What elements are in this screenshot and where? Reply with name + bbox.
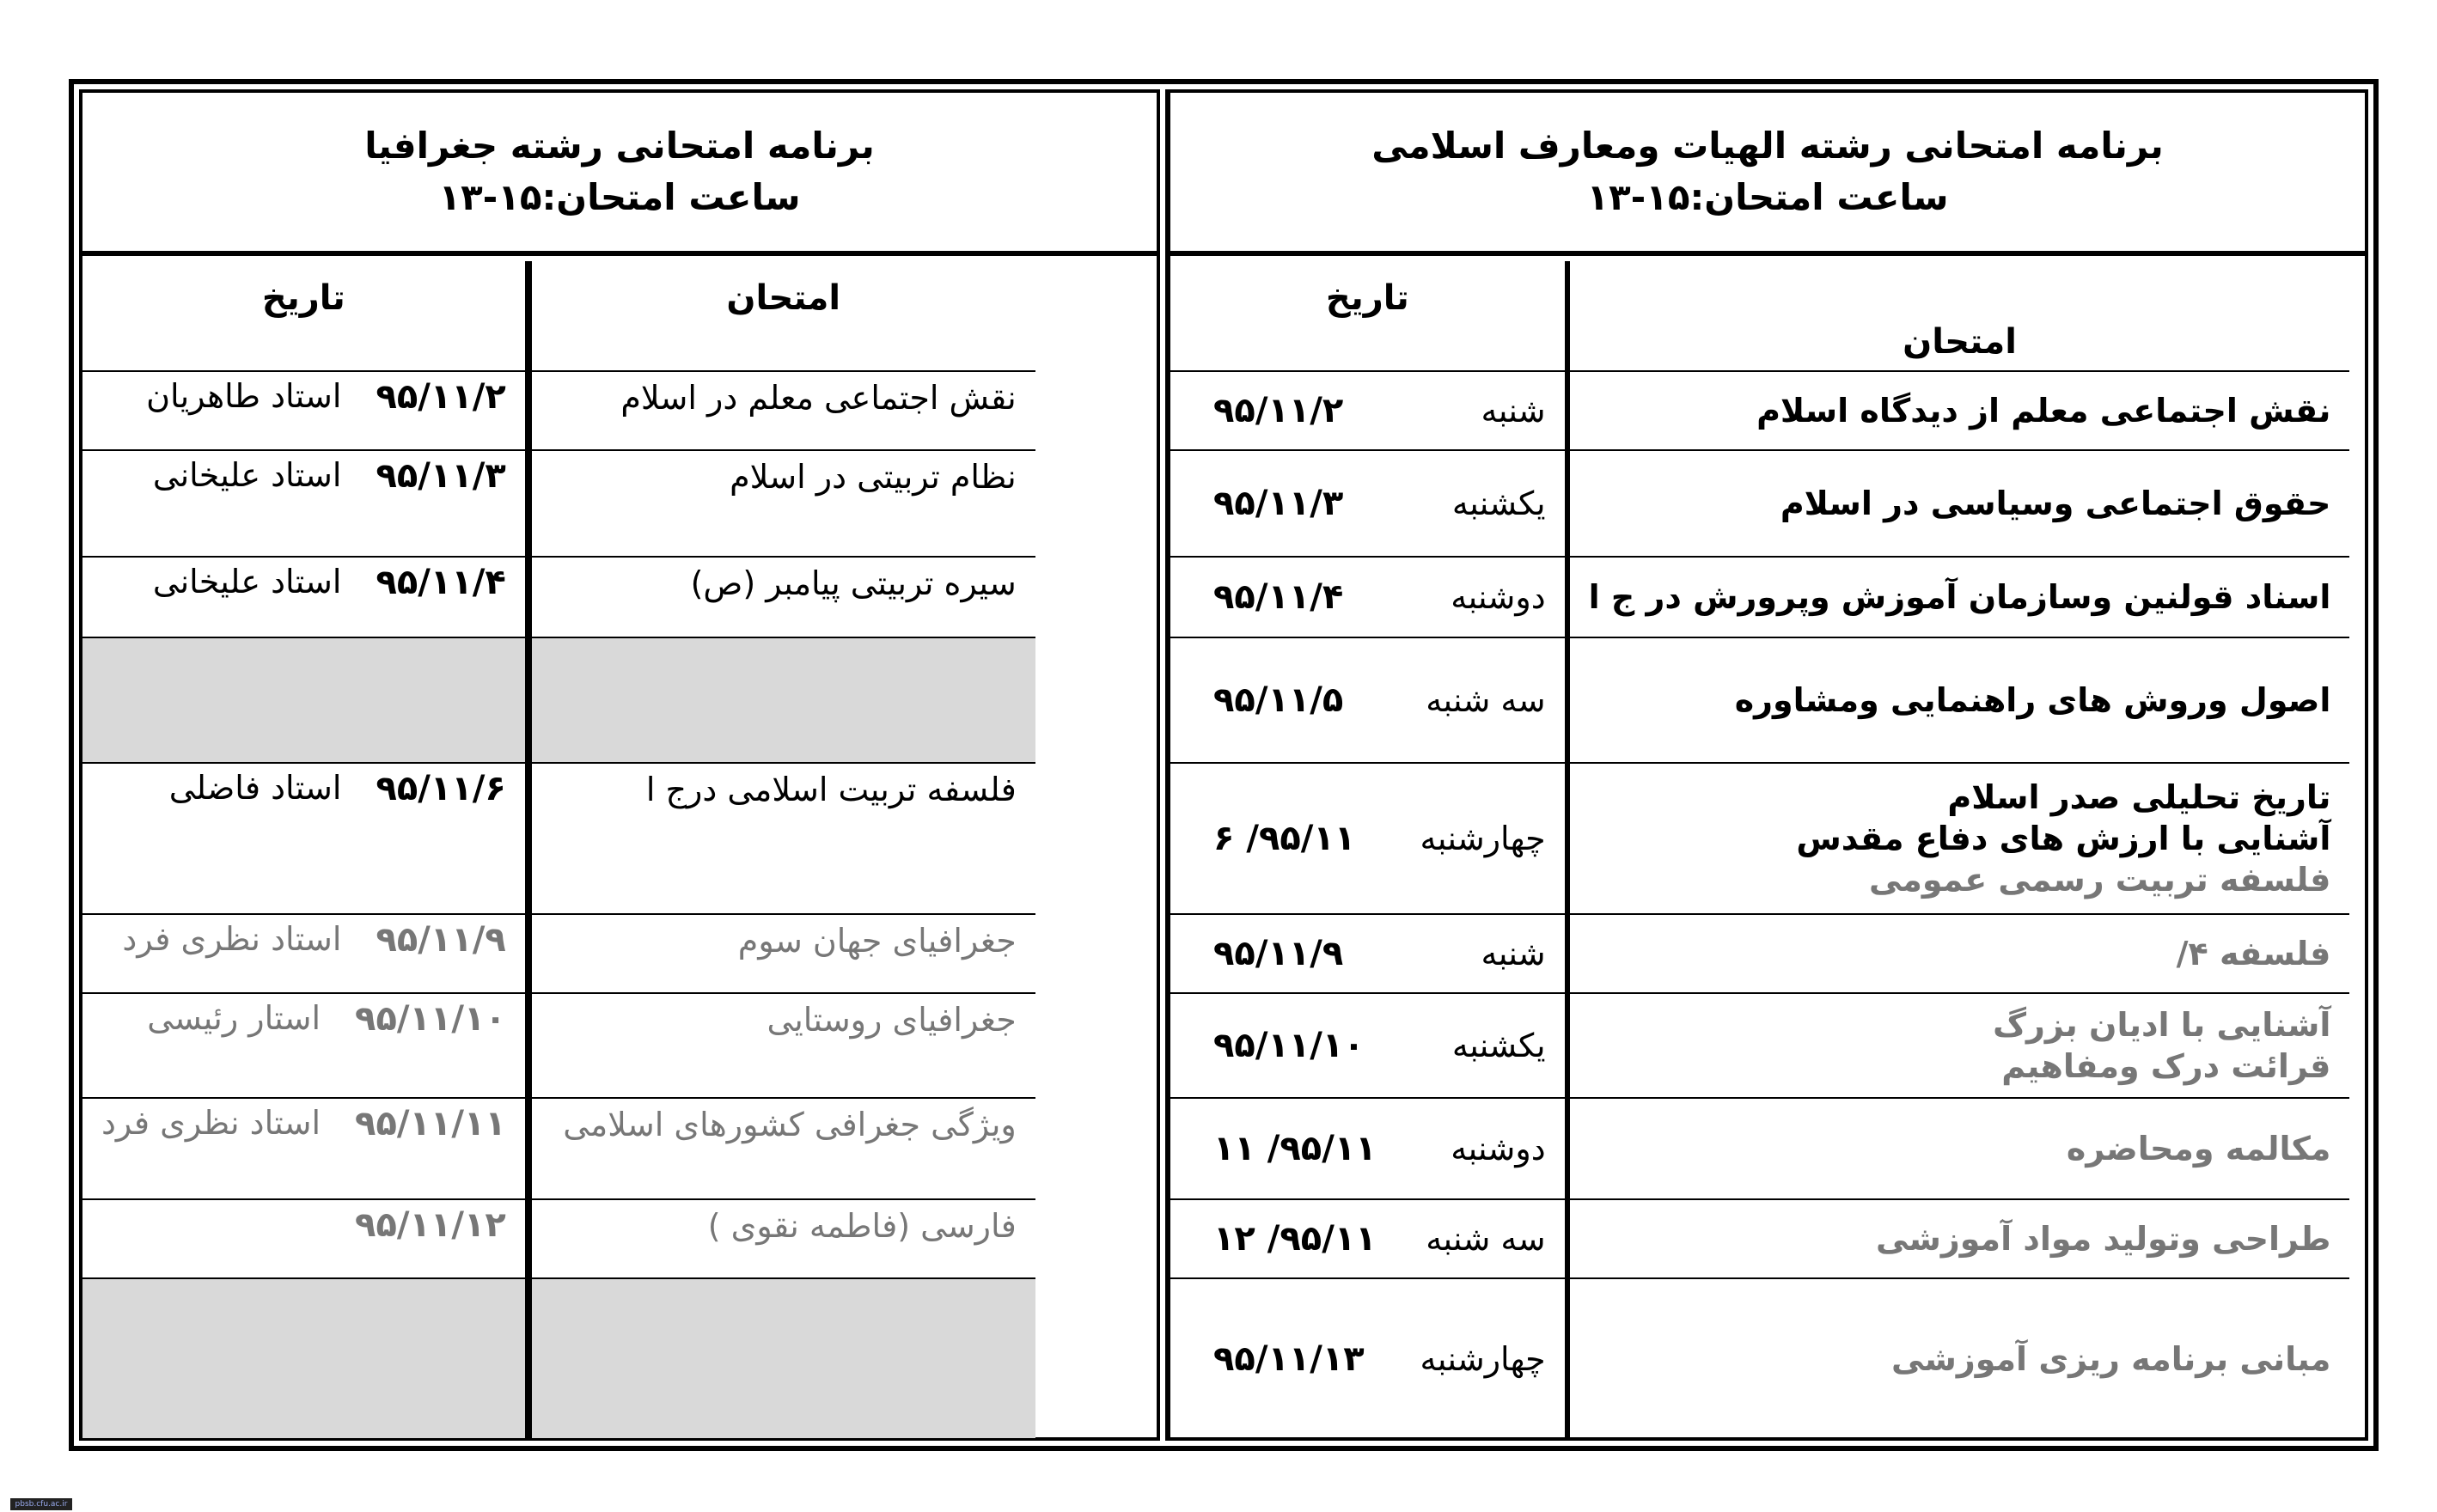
exam-line: حقوق اجتماعی وسیاسی در اسلام	[1780, 485, 2331, 522]
exam-line: فلسفه ۴/	[2176, 935, 2331, 972]
teacher-name: استاد علیخانی	[152, 456, 342, 494]
table-row	[82, 557, 1035, 637]
exam-date: ۹۵/۱۱/ ۶	[1170, 763, 1396, 914]
exam-name: جغرافیای روستایی	[528, 993, 1035, 1098]
teacher-name: استاد علیخانی	[152, 563, 342, 601]
table-row	[1170, 450, 2349, 557]
table-row	[82, 1199, 1035, 1278]
exam-name	[528, 637, 1035, 763]
geography-title	[82, 93, 1157, 256]
date-teacher-cell	[82, 914, 528, 993]
exam-date: ۹۵/۱۱/۳	[1170, 450, 1396, 557]
exam-line: نقش اجتماعی معلم از دیدگاه اسلام	[1756, 392, 2331, 430]
exam-line: قرائت درک ومفاهیم	[2001, 1047, 2331, 1085]
geography-title-line2: ساعت امتحان:۱۵-۱۳	[438, 176, 801, 218]
theology-title	[1170, 93, 2365, 256]
exam-name: فلسفه تربیت اسلامی درج ا	[528, 763, 1035, 914]
exam-day: یکشنبه	[1396, 993, 1567, 1098]
table-row	[1170, 1199, 2349, 1278]
exam-name	[1567, 1098, 2350, 1199]
header-date: تاریخ	[82, 261, 528, 371]
exam-day: چهارشنبه	[1420, 1339, 1546, 1378]
table-row	[82, 1278, 1035, 1438]
exam-line: فلسفه تربیت رسمی عمومی	[1868, 861, 2331, 899]
exam-line: اصول وروش های راهنمایی ومشاوره	[1734, 681, 2331, 719]
exam-line: اسناد قولنین وسازمان آموزش وپرورش در ج ا	[1588, 578, 2331, 616]
teacher-name: استاد نظری فرد	[122, 920, 342, 958]
table-row	[1170, 993, 2349, 1098]
exam-day: دوشنبه	[1396, 557, 1567, 637]
date-teacher-cell	[82, 1199, 528, 1278]
date-teacher-cell	[82, 371, 528, 450]
exam-line: آشنایی با ارزش های دفاع مقدس	[1796, 820, 2331, 857]
exam-date: ۹۵/۱۱/۲	[1170, 371, 1396, 450]
date-teacher-cell	[82, 637, 528, 763]
teacher-name: استار رئیسی	[147, 999, 321, 1037]
table-row	[1170, 557, 2349, 637]
teacher-name: استاد طاهریان	[146, 377, 342, 415]
exam-day: شنبه	[1396, 371, 1567, 450]
exam-date: ۹۵/۱۱/۱۱	[355, 1104, 506, 1143]
table-row	[1170, 1098, 2349, 1199]
exam-date: ۹۵/۱۱/۱۰	[1170, 993, 1396, 1098]
table-row	[82, 993, 1035, 1098]
table-row	[1170, 914, 2349, 993]
date-teacher-cell	[82, 557, 528, 637]
exam-name	[528, 1278, 1035, 1438]
theology-title-line2: ساعت امتحان:۱۵-۱۳	[1586, 176, 1949, 218]
exam-name: سیره تربیتی پیامبر (ص)	[528, 557, 1035, 637]
table-row	[82, 450, 1035, 557]
geography-title-line1: برنامه امتحانی رشته جغرافیا	[364, 125, 875, 167]
exam-date: ۹۵/۱۱/۶	[376, 769, 506, 808]
exam-date: ۹۵/۱۱/۱۰	[355, 999, 506, 1039]
exam-name	[1567, 450, 2350, 557]
teacher-name: استاد نظری فرد	[101, 1104, 321, 1142]
exam-date: ۹۵/۱۱/ ۱۲	[1170, 1199, 1396, 1278]
header-exam: امتحان	[1567, 261, 2350, 371]
site-logo: pbsb.cfu.ac.ir	[10, 1498, 72, 1510]
exam-line: مکالمه ومحاضره	[2066, 1130, 2331, 1168]
table-row	[82, 763, 1035, 914]
exam-name	[1567, 371, 2350, 450]
date-teacher-cell	[82, 450, 528, 557]
exam-name	[1567, 1199, 2350, 1278]
exam-day: سه شنبه	[1396, 1199, 1567, 1278]
exam-name	[1567, 557, 2350, 637]
table-row	[82, 1098, 1035, 1199]
exam-date: ۹۵/۱۱/۹	[376, 920, 506, 960]
table-row	[82, 371, 1035, 450]
date-teacher-cell	[82, 1278, 528, 1438]
exam-name	[1567, 763, 2350, 914]
table-row	[1170, 1278, 2349, 1438]
exam-name: جغرافیای جهان سوم	[528, 914, 1035, 993]
teacher-name: استاد فاضلی	[168, 769, 342, 807]
exam-line: مبانی برنامه ریزی آموزشی	[1891, 1339, 2331, 1378]
table-row	[82, 637, 1035, 763]
exam-date: ۹۵/۱۱/۱۳	[1213, 1338, 1365, 1379]
exam-schedule-sheet	[69, 79, 2379, 1451]
exam-name	[1567, 993, 2350, 1098]
exam-line: آشنایی با ادیان بزرگ	[1993, 1006, 2331, 1044]
exam-day: سه شنبه	[1396, 637, 1567, 763]
exam-name	[1567, 637, 2350, 763]
geography-schedule-panel	[79, 89, 1160, 1441]
exam-date: ۹۵/۱۱/۴	[1170, 557, 1396, 637]
date-teacher-cell	[82, 1098, 528, 1199]
exam-name: نقش اجتماعی معلم در اسلام	[528, 371, 1035, 450]
exam-name	[1567, 914, 2350, 993]
exam-line: طراحی وتولید مواد آموزشی	[1876, 1220, 2331, 1258]
header-exam: امتحان	[528, 261, 1035, 371]
exam-date: ۹۵/۱۱/۹	[1170, 914, 1396, 993]
table-row	[1170, 637, 2349, 763]
exam-name	[1567, 1278, 2350, 1438]
theology-schedule-panel	[1165, 89, 2368, 1441]
theology-title-line1: برنامه امتحانی رشته الهیات ومعارف اسلامی	[1371, 125, 2164, 167]
exam-date: ۹۵/۱۱/۵	[1170, 637, 1396, 763]
table-row	[82, 914, 1035, 993]
exam-name: نظام تربیتی در اسلام	[528, 450, 1035, 557]
table-row	[1170, 763, 2349, 914]
exam-name: ویژگی جغرافی کشورهای اسلامی	[528, 1098, 1035, 1199]
theology-table	[1170, 261, 2349, 1438]
exam-date: ۹۵/۱۱/ ۱۱	[1170, 1098, 1396, 1199]
exam-day: شنبه	[1396, 914, 1567, 993]
table-row	[1170, 371, 2349, 450]
table-header-row	[82, 261, 1035, 371]
exam-date: ۹۵/۱۱/۳	[376, 456, 506, 496]
exam-day: چهارشنبه	[1396, 763, 1567, 914]
exam-day: دوشنبه	[1396, 1098, 1567, 1199]
date-teacher-cell	[82, 993, 528, 1098]
exam-date: ۹۵/۱۱/۴	[376, 563, 506, 602]
table-header-row	[1170, 261, 2349, 371]
exam-date: ۹۵/۱۱/۱۲	[355, 1205, 506, 1245]
header-date: تاریخ	[1170, 261, 1567, 371]
exam-day: یکشنبه	[1396, 450, 1567, 557]
date-teacher-cell	[82, 763, 528, 914]
exam-date: ۹۵/۱۱/۲	[376, 377, 506, 417]
geography-table	[82, 261, 1035, 1438]
exam-line: تاریخ تحلیلی صدر اسلام	[1947, 778, 2331, 816]
exam-name: فارسی (فاطمه نقوی )	[528, 1199, 1035, 1278]
